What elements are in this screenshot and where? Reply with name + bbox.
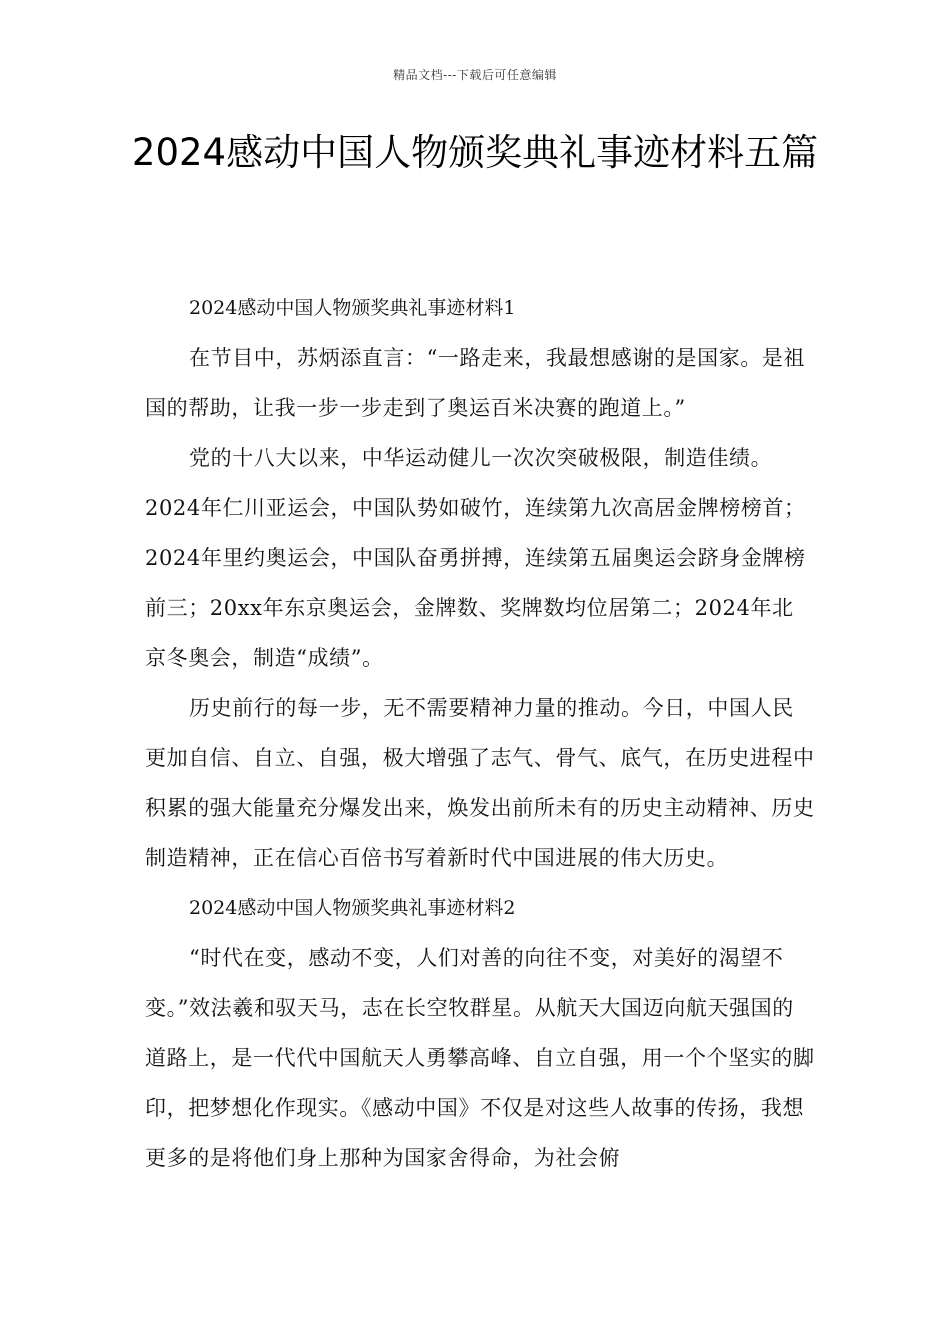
header-note: 精品文档---下载后可任意编辑	[393, 68, 557, 82]
paragraph: 党的十八大以来，中华运动健儿一次次突破极限，制造佳绩。2024年仁川亚运会，中国队势如破竹，连续第九次高居金牌榜榜首；2024年里约奥运会，中国队奋勇拼搏，连续第五届奥运会跻身金牌榜前三；20xx年东京奥运会，金牌数、奖牌数均位居第二；2024年北京冬奥会，制造“成绩”。	[145, 446, 806, 670]
paragraph: 在节目中，苏炳添直言：“一路走来，我最想感谢的是国家。是祖国的帮助，让我一步一步走到了奥运百米决赛的跑道上。”	[145, 346, 806, 420]
document-body	[145, 283, 815, 1183]
document-title: 2024感动中国人物颁奖典礼事迹材料五篇	[131, 131, 819, 174]
section-heading-2: 2024感动中国人物颁奖典礼事迹材料2	[189, 897, 516, 919]
paragraph: “时代在变，感动不变，人们对善的向往不变，对美好的渴望不变。”效法羲和驭天马，志在长空牧群星。从航天大国迈向航天强国的道路上，是一代代中国航天人勇攀高峰、自立自强，用一个个坚实的脚印，把梦想化作现实。《感动中国》不仅是对这些人故事的传扬，我想更多的是将他们身上那种为国家舍得命，为社会俯	[145, 946, 815, 1170]
paragraph: 历史前行的每一步，无不需要精神力量的推动。今日，中国人民更加自信、自立、自强，极大增强了志气、骨气、底气，在历史进程中积累的强大能量充分爆发出来，焕发出前所未有的历史主动精神、历史制造精神，正在信心百倍书写着新时代中国进展的伟大历史。	[145, 696, 815, 870]
section-heading-1: 2024感动中国人物颁奖典礼事迹材料1	[189, 297, 516, 319]
